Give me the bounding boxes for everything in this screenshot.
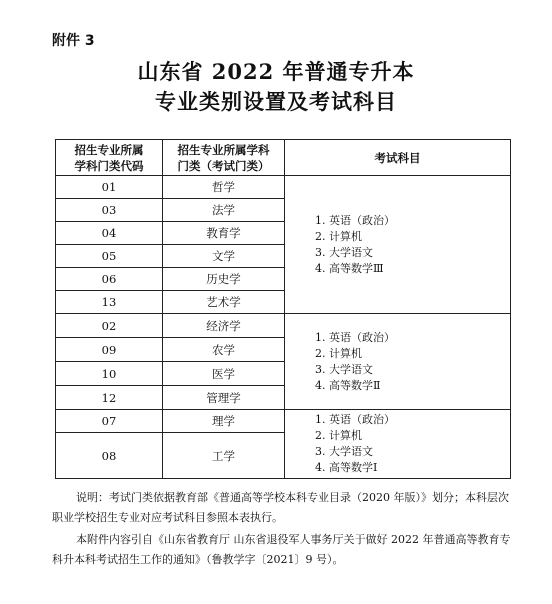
attachment-label: 附件 3 <box>52 33 95 49</box>
table-row <box>56 176 511 199</box>
note-explanation: 说明：考试门类依据教育部《普通高等学校本科专业目录（2020 年版）》划分；本科层次职业学校招生专业对应考试科目参照本表执行。 <box>52 491 509 524</box>
cell-category: 理学 <box>163 410 285 433</box>
cell-category: 哲学 <box>163 176 285 199</box>
cell-code: 09 <box>56 338 163 362</box>
subject-item: 4. 高等数学Ⅱ <box>315 378 381 392</box>
subject-item: 3. 大学语文 <box>315 445 373 458</box>
subject-item: 2. 计算机 <box>315 346 362 360</box>
document-title-line1: 山东省 2022 年普通专升本 <box>137 59 415 84</box>
header-subjects: 考试科目 <box>285 140 511 176</box>
cell-category: 艺术学 <box>163 291 285 314</box>
subject-item: 4. 高等数学Ⅰ <box>315 461 378 474</box>
cell-category: 法学 <box>163 199 285 222</box>
note-source: 本附件内容引自《山东省教育厅 山东省退役军人事务厅关于做好 2022 年普通高等教育专科升本科考试招生工作的通知》（鲁教学字〔2021〕9 号）。 <box>52 533 511 566</box>
cell-code: 06 <box>56 268 163 291</box>
subject-item: 2. 计算机 <box>315 429 362 442</box>
cell-category: 文学 <box>163 245 285 268</box>
cell-code: 08 <box>56 433 163 479</box>
subject-item: 1. 英语（政治） <box>315 330 395 344</box>
header-code: 招生专业所属 学科门类代码 <box>56 140 163 176</box>
header-category: 招生专业所属学科 门类（考试门类） <box>163 140 285 176</box>
table-row <box>56 314 511 338</box>
cell-subjects <box>285 314 511 410</box>
cell-code: 03 <box>56 199 163 222</box>
cell-code: 05 <box>56 245 163 268</box>
cell-category: 历史学 <box>163 268 285 291</box>
subjects-table <box>55 139 511 479</box>
cell-subjects <box>285 176 511 314</box>
subject-item: 4. 高等数学Ⅲ <box>315 261 384 275</box>
cell-category: 工学 <box>163 433 285 479</box>
cell-category: 医学 <box>163 362 285 386</box>
cell-category: 管理学 <box>163 386 285 410</box>
subject-item: 1. 英语（政治） <box>315 213 395 227</box>
table-row <box>56 410 511 433</box>
cell-code: 02 <box>56 314 163 338</box>
subject-item: 3. 大学语文 <box>315 245 373 259</box>
cell-category: 经济学 <box>163 314 285 338</box>
document-title-line2: 专业类别设置及考试科目 <box>155 89 397 114</box>
subject-item: 3. 大学语文 <box>315 362 373 376</box>
cell-code: 04 <box>56 222 163 245</box>
table-body <box>56 176 511 479</box>
cell-code: 07 <box>56 410 163 433</box>
cell-code: 10 <box>56 362 163 386</box>
cell-category: 教育学 <box>163 222 285 245</box>
cell-code: 01 <box>56 176 163 199</box>
cell-code: 13 <box>56 291 163 314</box>
subject-item: 1. 英语（政治） <box>315 413 395 426</box>
subject-item: 2. 计算机 <box>315 229 362 243</box>
cell-code: 12 <box>56 386 163 410</box>
cell-subjects <box>285 410 511 479</box>
cell-category: 农学 <box>163 338 285 362</box>
